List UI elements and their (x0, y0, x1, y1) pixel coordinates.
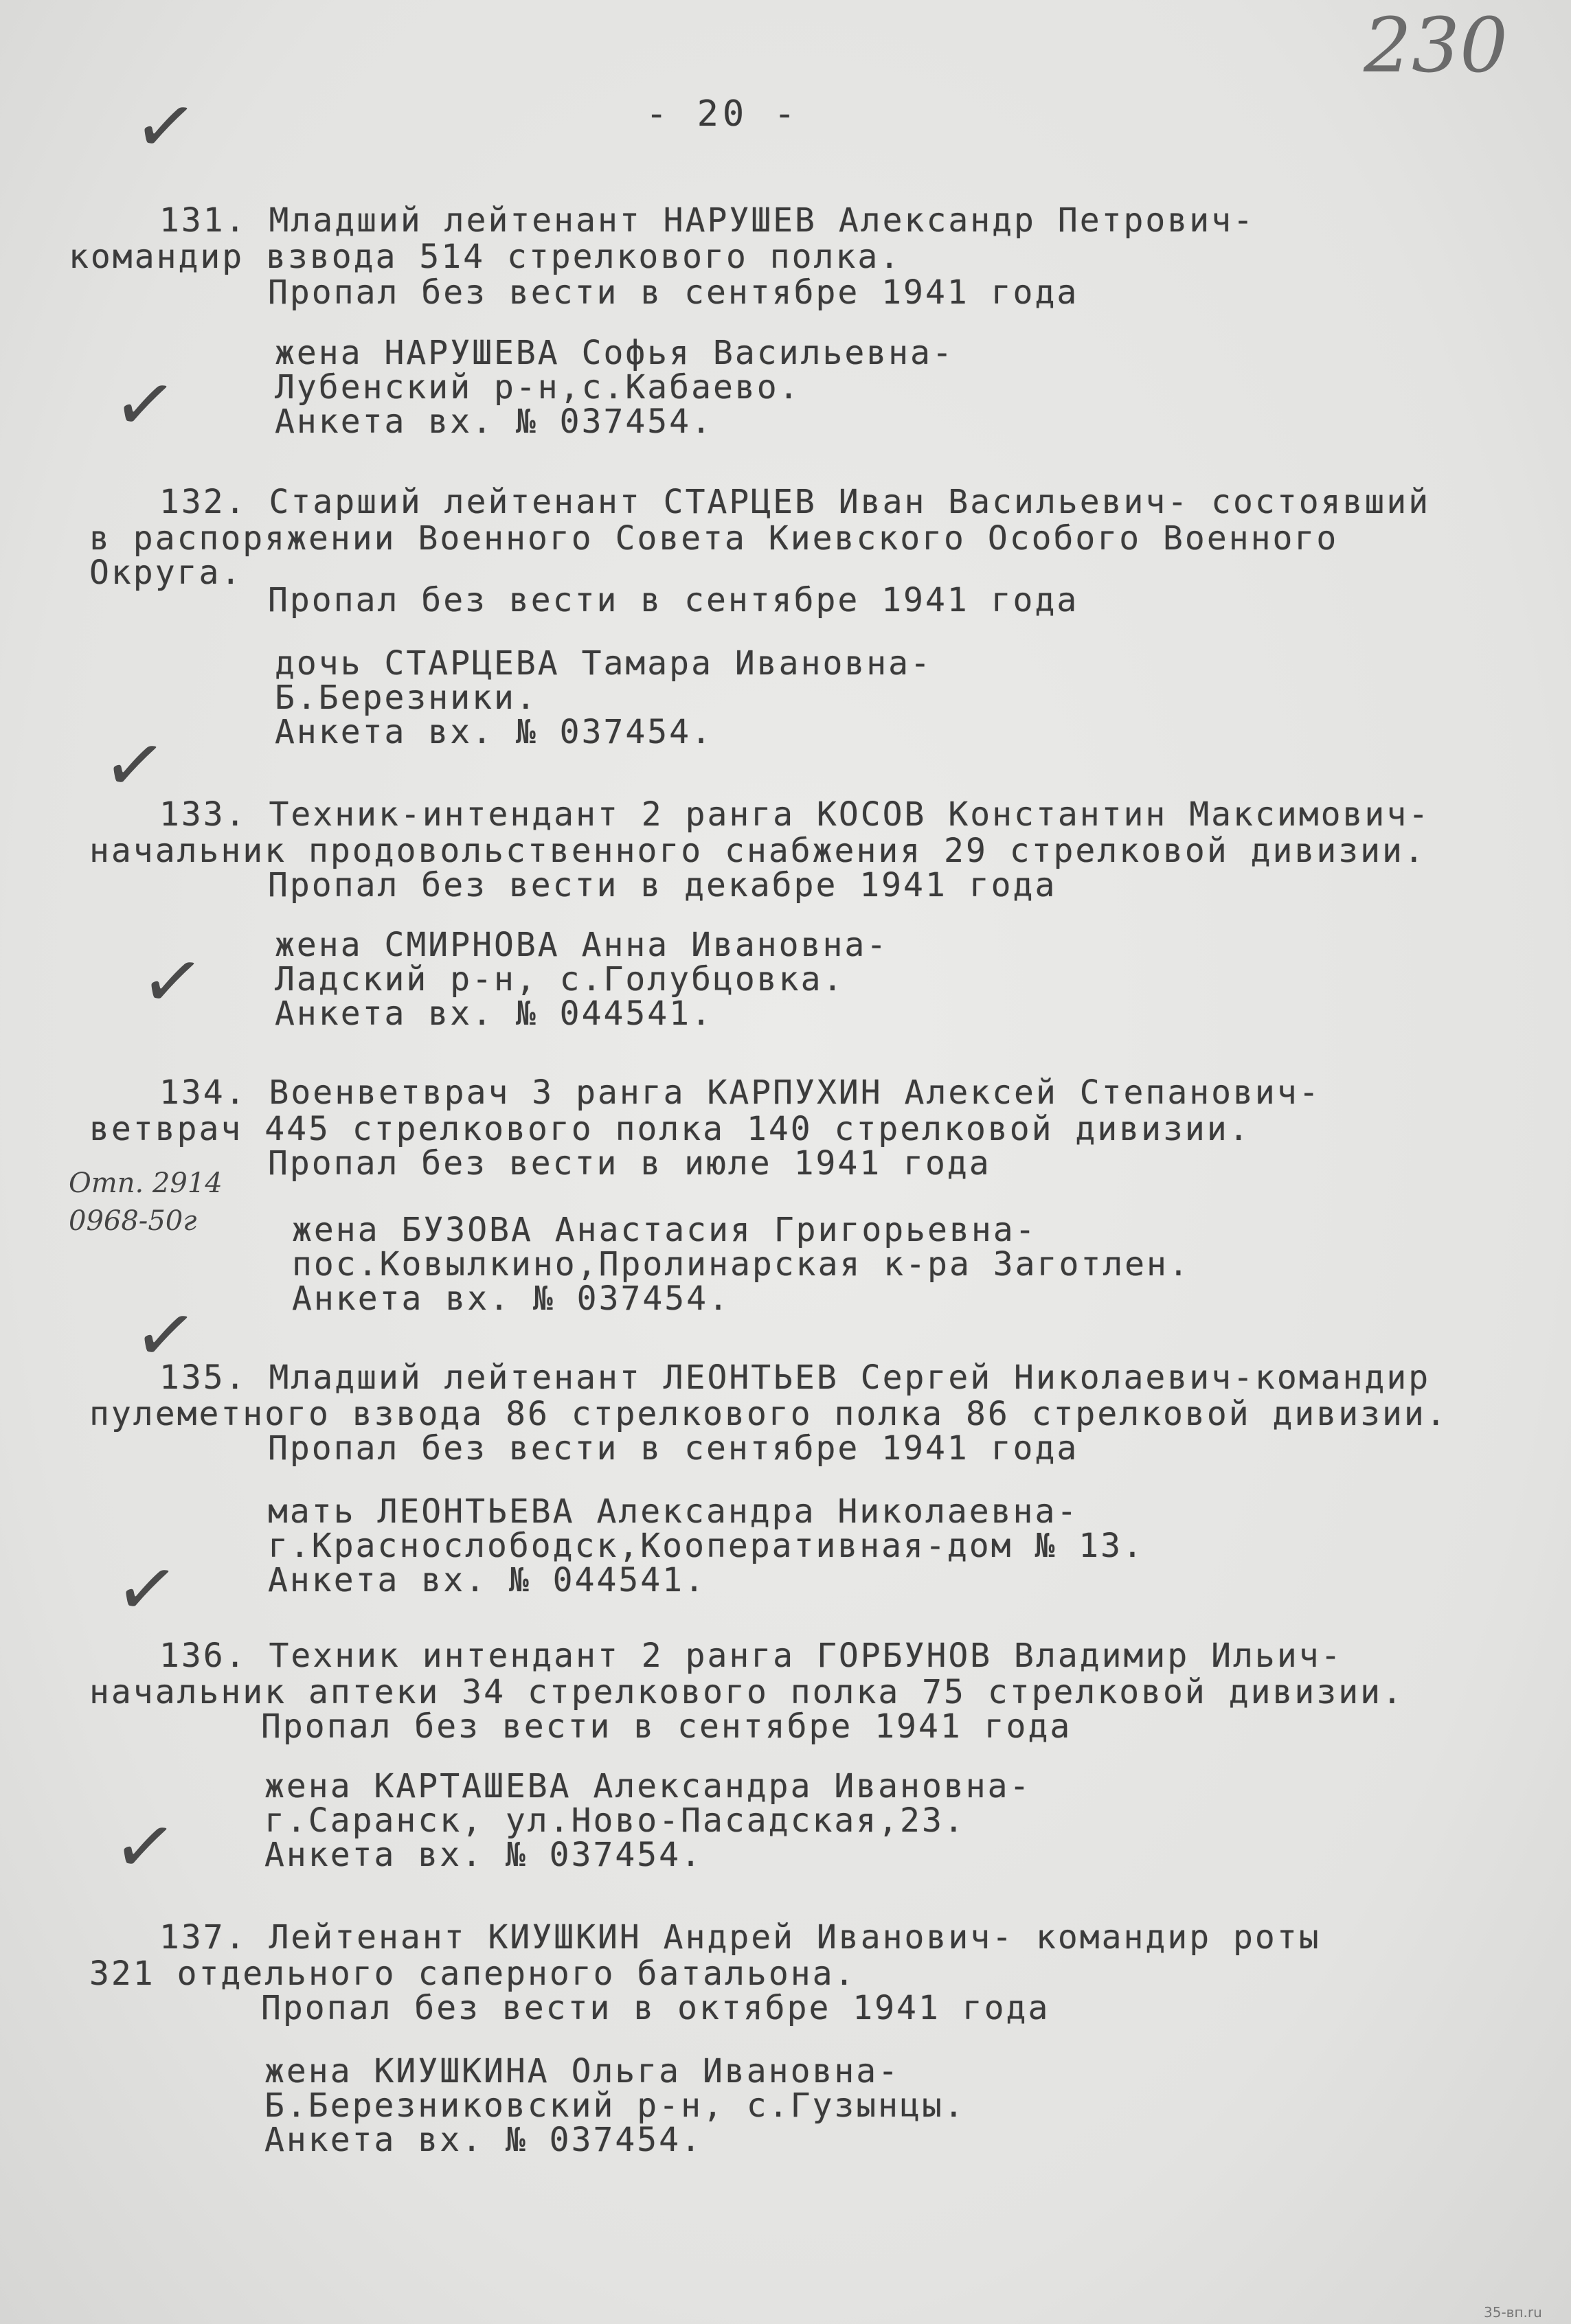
entry-135-line-1: 135. Младший лейтенант ЛЕОНТЬЕВ Сергей Николаевич-командир (159, 1358, 1431, 1397)
entry-137-status: Пропал без вести в октябре 1941 года (261, 1989, 1050, 2027)
margin-note: Отп. 2914 (69, 1167, 223, 1199)
entry-137-relative: жена КИУШКИНА Ольга Ивановна- (264, 2052, 901, 2091)
entry-134-form: Анкета вх. № 037454. (292, 1279, 730, 1318)
check-mark-icon: ✓ (97, 717, 172, 813)
entry-131-address: Лубенский р-н,с.Кабаево. (275, 368, 801, 407)
entry-135-address: г.Краснослободск,Кооперативная-дом № 13. (268, 1527, 1144, 1565)
entry-133-line-2: начальник продовольственного снабжения 29 стрелковой дивизии. (89, 832, 1426, 870)
entry-134-line-1: 134. Военветврач 3 ранга КАРПУХИН Алексей Степанович- (159, 1073, 1321, 1112)
entry-131-line-2: командир взвода 514 стрелкового полка. (69, 238, 902, 276)
entry-131-form: Анкета вх. № 037454. (275, 402, 713, 441)
check-mark-icon: ✓ (135, 933, 210, 1029)
entry-134-relative: жена БУЗОВА Анастасия Григорьевна- (292, 1211, 1037, 1249)
entry-136-relative: жена КАРТАШЕВА Александра Ивановна- (264, 1767, 1032, 1805)
check-mark-icon: ✓ (128, 1287, 203, 1383)
entry-136-line-2: начальник аптеки 34 стрелкового полка 75 стрелковой дивизии. (89, 1673, 1404, 1711)
check-mark-icon: ✓ (128, 78, 203, 174)
entry-136-form: Анкета вх. № 037454. (264, 1836, 703, 1874)
check-mark-icon: ✓ (109, 1541, 185, 1637)
entry-132-line-1: 132. Старший лейтенант СТАРЦЕВ Иван Васильевич- состоявший (159, 483, 1431, 521)
entry-137-form: Анкета вх. № 037454. (264, 2121, 703, 2159)
entry-137-line-1: 137. Лейтенант КИУШКИН Андрей Иванович- командир роты (159, 1918, 1321, 1957)
entry-133-address: Ладский р-н, с.Голубцовка. (275, 960, 845, 999)
entry-134-address: пос.Ковылкино,Пролинарская к-ра Заготлен. (292, 1245, 1190, 1284)
entry-133-relative: жена СМИРНОВА Анна Ивановна- (275, 926, 889, 964)
page-number: - 20 - (646, 93, 800, 135)
margin-note: 0968-50г (69, 1205, 197, 1237)
entry-134-line-2: ветврач 445 стрелкового полка 140 стрелковой дивизии. (89, 1110, 1251, 1148)
entry-135-relative: мать ЛЕОНТЬЕВА Александра Николаевна- (268, 1492, 1079, 1531)
entry-136-address: г.Саранск, ул.Ново-Пасадская,23. (264, 1801, 966, 1840)
entry-131-status: Пропал без вести в сентябре 1941 года (268, 273, 1079, 312)
check-mark-icon: ✓ (107, 356, 183, 453)
entry-131-line-1: 131. Младший лейтенант НАРУШЕВ Александр Петрович- (159, 201, 1255, 240)
entry-135-status: Пропал без вести в сентябре 1941 года (268, 1429, 1079, 1468)
entry-135-line-2: пулеметного взвода 86 стрелкового полка 86 стрелковой дивизии. (89, 1395, 1448, 1433)
entry-136-line-1: 136. Техник интендант 2 ранга ГОРБУНОВ Владимир Ильич- (159, 1637, 1343, 1675)
entry-132-line-3: Округа. (89, 554, 243, 592)
entry-137-line-2: 321 отдельного саперного батальона. (89, 1955, 857, 1993)
entry-132-line-2: в распоряжении Военного Совета Киевского Особого Военного (89, 519, 1339, 558)
entry-133-line-1: 133. Техник-интендант 2 ранга КОСОВ Константин Максимович- (159, 795, 1431, 834)
entry-136-status: Пропал без вести в сентябре 1941 года (261, 1707, 1072, 1746)
entry-133-status: Пропал без вести в декабре 1941 года (268, 866, 1057, 904)
check-mark-icon: ✓ (107, 1799, 183, 1895)
footer-watermark: 35-вп.ru (1484, 2304, 1542, 2321)
entry-132-form: Анкета вх. № 037454. (275, 713, 713, 751)
entry-135-form: Анкета вх. № 044541. (268, 1561, 706, 1599)
entry-134-status: Пропал без вести в июле 1941 года (268, 1144, 991, 1183)
entry-137-address: Б.Березниковский р-н, с.Гузынцы. (264, 2086, 966, 2125)
entry-132-address: Б.Березники. (275, 679, 538, 717)
entry-132-status: Пропал без вести в сентябре 1941 года (268, 581, 1079, 619)
entry-131-relative: жена НАРУШЕВА Софья Васильевна- (275, 334, 954, 372)
entry-133-form: Анкета вх. № 044541. (275, 994, 713, 1033)
archive-page-number: 230 (1364, 1, 1508, 89)
entry-132-relative: дочь СТАРЦЕВА Тамара Ивановна- (275, 644, 932, 683)
